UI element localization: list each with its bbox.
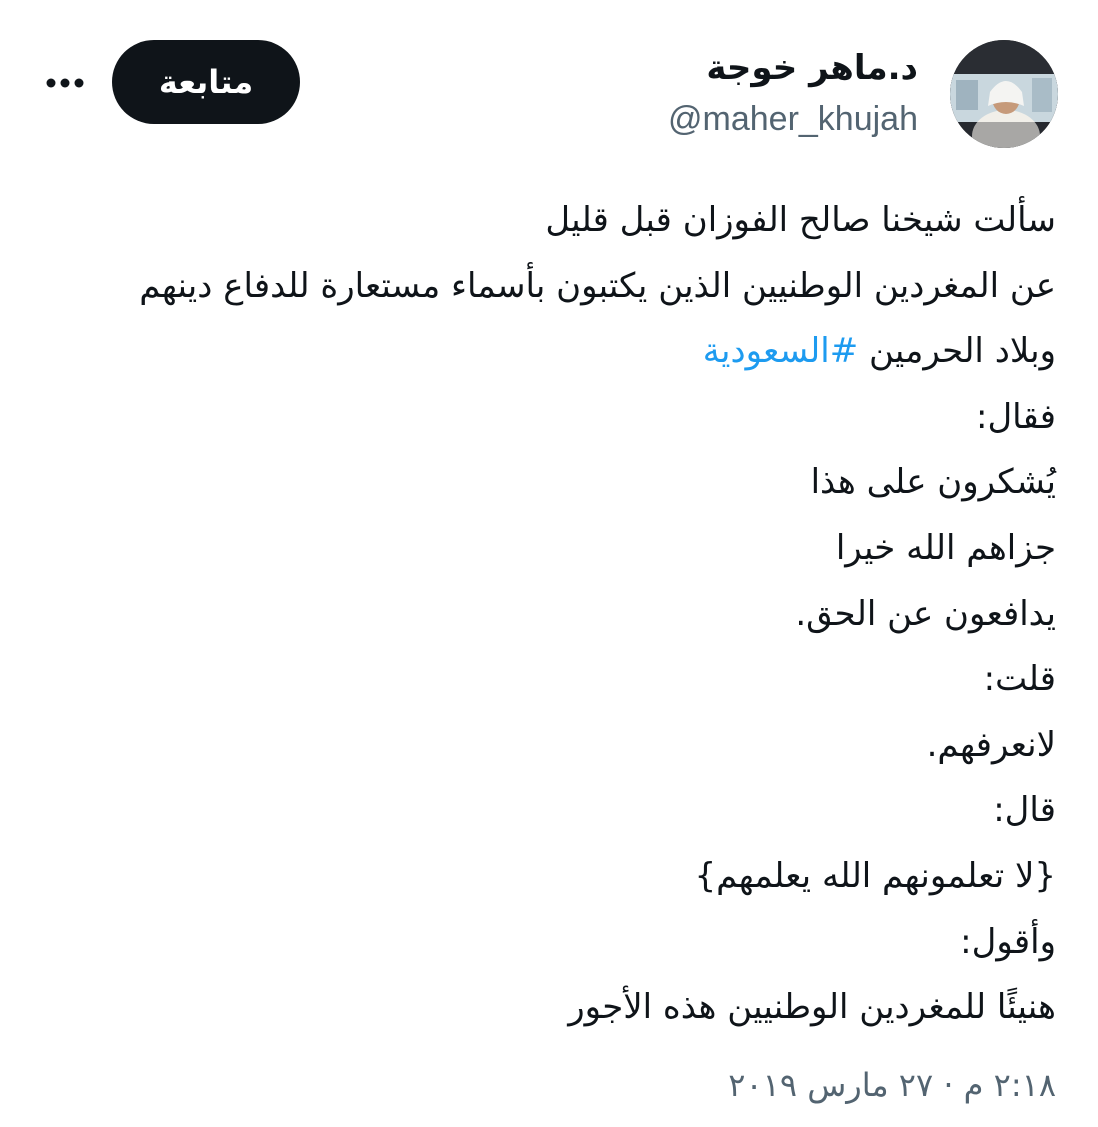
user-handle[interactable]: @maher_khujah bbox=[668, 100, 918, 138]
more-button[interactable] bbox=[40, 58, 90, 108]
follow-button[interactable]: متابعة bbox=[112, 40, 300, 124]
avatar[interactable] bbox=[950, 40, 1058, 148]
avatar-image bbox=[950, 40, 1058, 148]
more-horizontal-icon bbox=[45, 77, 85, 89]
tweet-line: لانعرفهم. bbox=[926, 724, 1056, 765]
tweet-line: عن المغردين الوطنيين الذين يكتبون بأسماء مستعارة للدفاع دينهم bbox=[139, 265, 1056, 306]
tweet-line-text: وبلاد الحرمين bbox=[869, 331, 1056, 372]
tweet-line: وأقول: bbox=[960, 921, 1056, 962]
user-info bbox=[668, 46, 918, 142]
display-name[interactable]: د.ماهر خوجة bbox=[706, 48, 918, 88]
tweet-header bbox=[40, 40, 1058, 150]
tweet-line: {لا تعلمونهم الله يعلمهم} bbox=[694, 855, 1056, 896]
tweet-line: قلت: bbox=[983, 659, 1056, 700]
tweet-timestamp[interactable]: ٢:١٨ م · ٢٧ مارس ٢٠١٩ bbox=[728, 1066, 1056, 1104]
hashtag-link[interactable]: #السعودية bbox=[702, 331, 859, 372]
tweet-line-with-hashtag bbox=[56, 319, 1056, 385]
tweet-line: يُشكرون على هذا bbox=[810, 462, 1056, 503]
tweet-line: هنيئًا للمغردين الوطنيين هذه الأجور bbox=[568, 987, 1056, 1028]
tweet-text bbox=[56, 188, 1056, 1041]
tweet-line: فقال: bbox=[976, 396, 1056, 437]
tweet-line: يدافعون عن الحق. bbox=[795, 593, 1056, 634]
tweet-line: جزاهم الله خيرا bbox=[835, 527, 1056, 568]
tweet-line: قال: bbox=[993, 790, 1056, 831]
tweet-line: سألت شيخنا صالح الفوزان قبل قليل bbox=[545, 200, 1056, 240]
